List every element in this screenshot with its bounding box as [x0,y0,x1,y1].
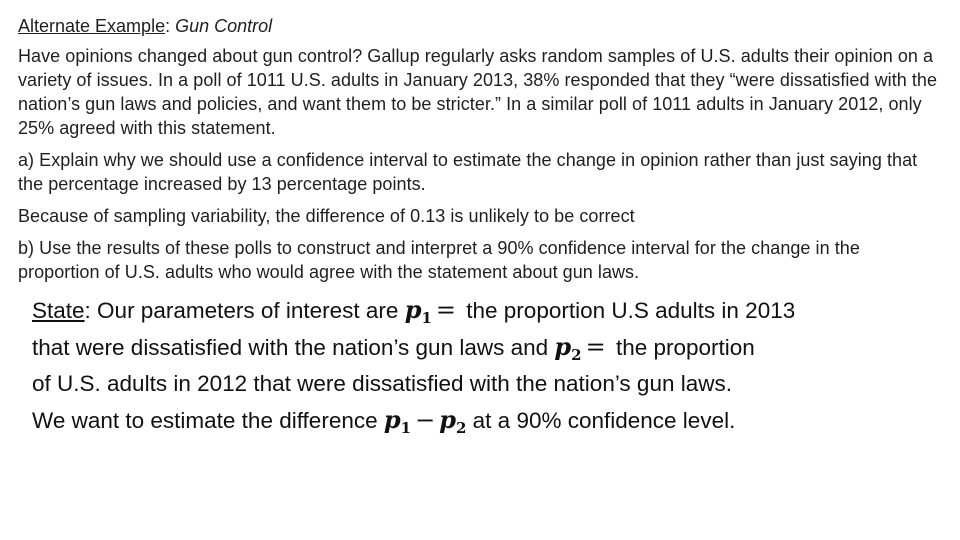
state-line-2 [32,329,946,366]
title-separator: : [165,16,171,36]
equals-sign-1: = [435,296,457,324]
p2-symbol-diff: $p_2$ [439,405,467,437]
minus-sign: − [415,406,436,434]
answer-a: Because of sampling variability, the difference of 0.13 is unlikely to be correct [18,206,635,226]
title-topic: Gun Control [175,16,273,36]
state-line-2-text: that were dissatisfied with the nation’s gun laws and [32,335,555,360]
intro-paragraph: Have opinions changed about gun control? Gallup regularly asks random samples of U.S. adults their opinion on a variety of issues. In a poll of 1011 U.S. adults in January 2013, 38% responded that they “were dissatisfied with the nation’s gun laws and policies, and want them to be stricter.” In a similar poll of 1011 adults in January 2012, only 25% agreed with this statement. [18,46,938,138]
state-line-1 [32,292,946,329]
p1-symbol-diff: $p_1$ [383,405,412,437]
equals-sign-2: = [585,333,606,361]
state-intro-text: : Our parameters of interest are [84,298,405,323]
question-b: b) Use the results of these polls to construct and interpret a 90% confidence interval for the change in the proportion of U.S. adults who would agree with the statement about gun laws. [18,238,860,282]
state-line-4-post: at a 90% confidence level. [466,408,736,433]
p2-symbol: $p_2$ [554,332,582,364]
p1-symbol: $p_1$ [404,295,432,327]
p1-definition: the proportion U.S adults in 2013 [460,298,796,323]
state-block [18,292,946,439]
state-line-4 [32,402,946,439]
state-line-4-pre: We want to estimate the difference [32,408,384,433]
state-line-3: of U.S. adults in 2012 that were dissatisfied with the nation’s gun laws. [32,371,732,396]
state-label: State [32,298,85,323]
title-label: Alternate Example [18,16,166,36]
p2-definition: the proportion [609,335,755,360]
slide-title [18,14,946,38]
question-a: a) Explain why we should use a confidence interval to estimate the change in opinion rather than just saying that the percentage increased by 13 percentage points. [18,150,918,194]
